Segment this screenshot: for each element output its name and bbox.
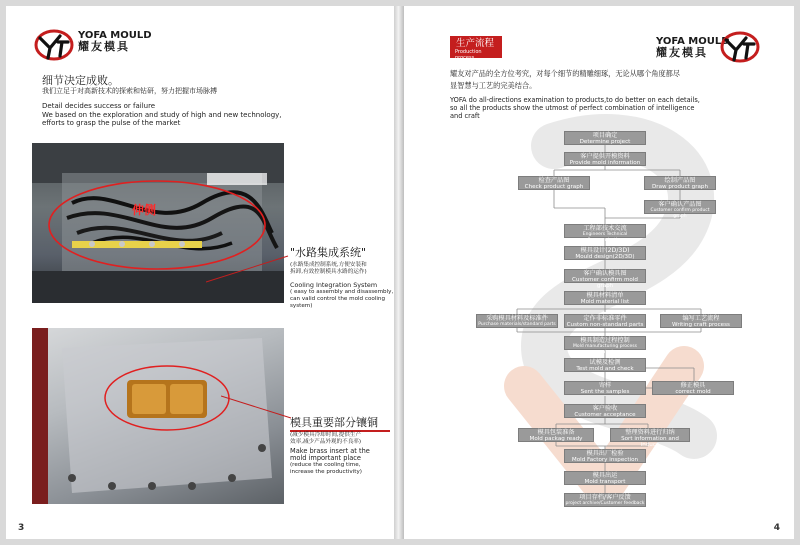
intro-en-line: YOFA do all-directions examination to products,to do better on each details, bbox=[450, 96, 700, 104]
flow-en: Custom non-standard parts bbox=[566, 322, 644, 328]
brand-block bbox=[78, 30, 152, 52]
flow-cn: 客户确认产品图 bbox=[658, 201, 702, 208]
flow-step-purchase bbox=[476, 314, 558, 328]
book-spine bbox=[394, 6, 404, 539]
flow-step-manufacturing bbox=[564, 336, 646, 355]
callout-en-line: mold important place bbox=[290, 454, 361, 462]
flow-cn: 定作非标准零件 bbox=[583, 315, 627, 322]
flow-cn: 客户验收 bbox=[592, 405, 618, 412]
intro-cn-line: 耀友对产品的全方位考究，对每个细节的精雕细琢，无论从哪个角度都尽 bbox=[450, 69, 681, 78]
flow-step-archive bbox=[564, 493, 646, 507]
callout-en-line: system) bbox=[290, 303, 313, 309]
right-page bbox=[404, 6, 794, 539]
intro-en-line: so all the products show the utmost of perfect combination of intelligence bbox=[450, 104, 695, 112]
flow-cn: 整理资料进行归纳 bbox=[625, 429, 675, 436]
callout-cooling-title: "水路集成系统" bbox=[290, 246, 367, 259]
callout-cn-line: (水路集成控制系统,方便安装和 bbox=[290, 262, 367, 268]
flow-en: Provide mold information bbox=[569, 160, 641, 166]
callout-brass-cn bbox=[290, 432, 361, 446]
flow-en: Customer confirm product graph bbox=[650, 208, 710, 219]
flow-cn: 模具出运 bbox=[592, 472, 618, 479]
flow-step-confirm-product bbox=[644, 200, 716, 219]
intro-en-line: and craft bbox=[450, 112, 480, 120]
flow-step-transport bbox=[564, 471, 646, 485]
flow-en: Mould design(2D/3D) bbox=[575, 254, 635, 260]
callout-cooling-cn bbox=[290, 262, 367, 276]
flow-cn: 模具材料清单 bbox=[586, 292, 624, 299]
callout-en-line: ( easy to assembly and disassembly, bbox=[290, 289, 394, 295]
flow-cn: 修正模具 bbox=[680, 382, 706, 389]
flow-cn: 工程部技术交流 bbox=[583, 225, 627, 232]
flow-en: Check product graph bbox=[524, 184, 584, 190]
callout-en-line: increase the productivity) bbox=[290, 469, 362, 475]
flow-en: Purchase materials/standard parts bbox=[478, 322, 556, 327]
flow-step-engineers bbox=[564, 224, 646, 243]
flow-step-test bbox=[564, 358, 646, 372]
flow-cn: 检查产品图 bbox=[538, 177, 570, 184]
flow-en: Sort information and induce bbox=[621, 436, 679, 448]
flow-en: Mold material list bbox=[580, 299, 630, 305]
page-number-right: 4 bbox=[773, 523, 780, 533]
intro-en-line: Detail decides success or failure bbox=[42, 102, 156, 110]
flow-cn: 客户确认模具图 bbox=[583, 270, 627, 277]
intro-en-line: We based on the exploration and study of high and new technology, bbox=[42, 110, 282, 119]
flow-cn: 模具包装准备 bbox=[537, 429, 575, 436]
page-number-left: 3 bbox=[18, 523, 25, 533]
flow-step-package bbox=[518, 428, 594, 442]
flow-cn: 客户提供开模资料 bbox=[580, 153, 630, 160]
page-subtitle: 我们立足于对高新技术的探索和钻研，努力把握市场脉搏 bbox=[42, 87, 217, 95]
flow-cn: 编写工艺流程 bbox=[682, 315, 720, 322]
flow-step-custom bbox=[564, 314, 646, 328]
flow-cn: 模具设计(2D/3D) bbox=[580, 247, 630, 254]
intro-en bbox=[42, 102, 282, 128]
flow-cn: 模具出厂检验 bbox=[586, 450, 624, 457]
flow-en: Determine project bbox=[579, 139, 631, 145]
callout-cooling-en bbox=[290, 282, 393, 310]
flow-en: Engineers Technical Communication bbox=[582, 232, 628, 243]
flow-en: Mold Factory inspection bbox=[571, 457, 639, 463]
flow-cn: 采购模具材料及标准件 bbox=[486, 315, 548, 322]
callout-en-line: Make brass insert at the bbox=[290, 447, 370, 455]
flow-cn: 项目存档/客户反馈 bbox=[579, 494, 631, 501]
flow-step-sort bbox=[610, 428, 690, 448]
flow-cn: 试模及检测 bbox=[589, 359, 621, 366]
flow-en: Draw product graph bbox=[651, 184, 709, 190]
section-title-cn: 生产流程 bbox=[456, 38, 495, 49]
flow-en: Mold manufacturing process control bbox=[573, 344, 637, 355]
flow-step-provide bbox=[564, 152, 646, 166]
flow-step-craft bbox=[660, 314, 742, 328]
callout-en-line: (reduce the cooling time, bbox=[290, 462, 361, 468]
flow-step-draw bbox=[644, 176, 716, 190]
brand-name-cn: 耀友模具 bbox=[78, 40, 130, 53]
flow-step-design bbox=[564, 246, 646, 260]
flow-step-acceptance bbox=[564, 404, 646, 418]
callout-line-1 bbox=[206, 254, 296, 284]
callout-cn-line: 效率,减少产品外观的不良率) bbox=[290, 439, 362, 445]
left-page bbox=[6, 6, 394, 539]
flow-en: Mold transport bbox=[584, 479, 626, 485]
flow-cn: 项目确定 bbox=[592, 132, 618, 139]
photo-label: 伸侧 bbox=[132, 203, 157, 217]
brand-name-en: YOFA MOULD bbox=[78, 30, 152, 41]
flow-step-samples bbox=[564, 381, 646, 395]
callout-brass-title: 模具重要部分镶铜 bbox=[290, 416, 378, 429]
page-title: 细节决定成败。 bbox=[42, 74, 119, 87]
intro-en-line: efforts to grasp the pulse of the market bbox=[42, 119, 181, 127]
flow-en: Mold packag ready bbox=[529, 436, 583, 442]
callout-brass-en bbox=[290, 448, 370, 476]
flow-step-confirm-mold bbox=[564, 269, 646, 289]
flow-cn: 绘制产品图 bbox=[664, 177, 696, 184]
flow-en: Customer acceptance bbox=[574, 412, 636, 418]
brand-name-cn: 耀友模具 bbox=[656, 46, 708, 59]
yofa-logo-icon bbox=[34, 28, 74, 62]
flow-en: Test mold and check bbox=[576, 366, 634, 372]
section-title-en: Production process bbox=[455, 49, 482, 61]
intro-cn-line: 显智慧与工艺的完美结合。 bbox=[450, 81, 537, 90]
flow-step-check bbox=[518, 176, 590, 190]
flow-step-factory bbox=[564, 449, 646, 463]
brand-name-en: YOFA MOULD bbox=[656, 36, 730, 47]
flow-en: Sent the samples bbox=[580, 389, 630, 395]
flow-en: correct mold bbox=[675, 389, 711, 395]
callout-cn-line: 拆卸,有效控制模具水路的运作) bbox=[290, 269, 367, 275]
callout-cn-line: (减少模具冷却时间,提供生产 bbox=[290, 432, 362, 438]
flow-en: project archive/Customer feedback bbox=[565, 501, 645, 506]
callout-en-line: can valid control the mold cooling bbox=[290, 296, 386, 302]
flow-en: Writing craft process bbox=[672, 322, 730, 328]
flow-step-determine bbox=[564, 131, 646, 145]
flow-en: Customer confirm mold graph bbox=[572, 277, 638, 289]
callout-en-line: Cooling Integration System bbox=[290, 281, 378, 289]
flow-step-material-list bbox=[564, 291, 646, 305]
flow-cn: 寄样 bbox=[598, 382, 612, 389]
callout-line-2 bbox=[221, 394, 296, 420]
flow-cn: 模具制造过程控制 bbox=[580, 337, 630, 344]
flow-step-correct bbox=[652, 381, 734, 395]
